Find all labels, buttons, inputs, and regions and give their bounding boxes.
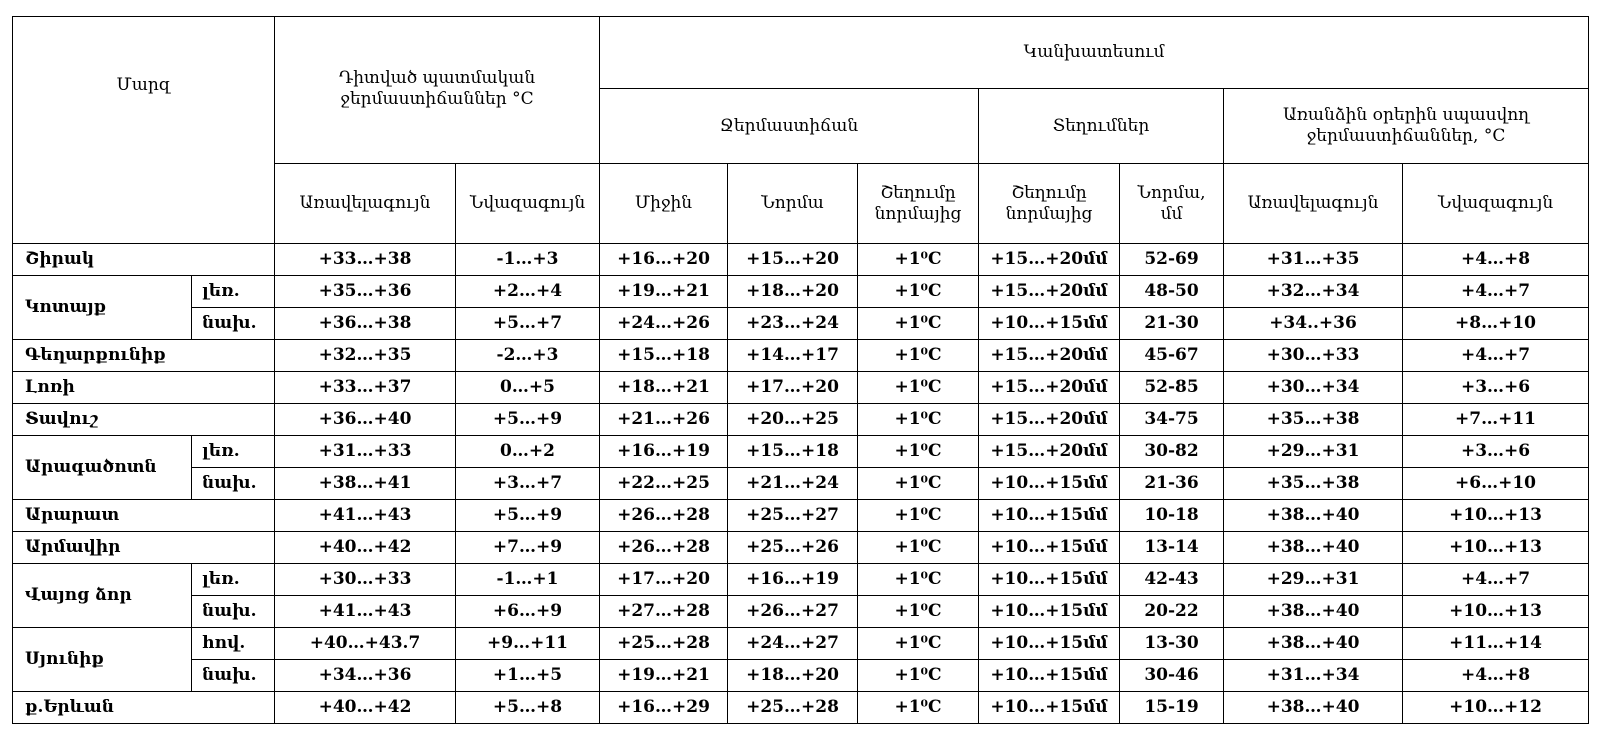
day-max-cell: +38…+40 <box>1224 500 1403 532</box>
day-max-cell: +31…+34 <box>1224 660 1403 692</box>
obs-max-cell: +41…+43 <box>275 500 456 532</box>
subregion-cell: լեռ. <box>192 276 275 308</box>
day-min-cell: +7…+11 <box>1403 404 1589 436</box>
obs-max-cell: +41…+43 <box>275 596 456 628</box>
obs-min-cell: +9…+11 <box>456 628 600 660</box>
prec-norm-cell: 13-30 <box>1120 628 1224 660</box>
norm-cell: +24…+27 <box>728 628 858 660</box>
day-max-cell: +35…+38 <box>1224 468 1403 500</box>
mean-cell: +27…+28 <box>600 596 728 628</box>
observed-max-header: Առավելագույն <box>275 164 456 244</box>
mean-cell: +19…+21 <box>600 660 728 692</box>
prec-dev-cell: +15…+20մմ <box>979 340 1120 372</box>
region-cell: Արագածոտն <box>13 436 192 500</box>
prec-dev-cell: +15…+20մմ <box>979 276 1120 308</box>
prec-deviation-header: Շեղումը նորմայից <box>979 164 1120 244</box>
table-row <box>13 532 1589 564</box>
subregion-cell: նախ. <box>192 468 275 500</box>
norm-cell: +25…+27 <box>728 500 858 532</box>
obs-min-cell: +5…+7 <box>456 308 600 340</box>
forecast-header: Կանխատեսում <box>600 17 1589 89</box>
day-min-cell: +4…+7 <box>1403 276 1589 308</box>
obs-min-cell: +5…+9 <box>456 500 600 532</box>
day-max-cell: +30…+34 <box>1224 372 1403 404</box>
table-row <box>13 276 1589 308</box>
prec-norm-cell: 30-82 <box>1120 436 1224 468</box>
obs-max-cell: +36…+40 <box>275 404 456 436</box>
prec-dev-cell: +10…+15մմ <box>979 532 1120 564</box>
dev-cell: +1⁰C <box>858 692 979 724</box>
day-min-header: Նվազագույն <box>1403 164 1589 244</box>
subregion-cell: հով. <box>192 628 275 660</box>
obs-min-cell: 0…+2 <box>456 436 600 468</box>
forecast-table <box>12 16 1589 724</box>
day-min-cell: +8…+10 <box>1403 308 1589 340</box>
obs-max-cell: +40…+43.7 <box>275 628 456 660</box>
norm-header: Նորմա <box>728 164 858 244</box>
precipitation-header: Տեղումներ <box>979 89 1224 164</box>
prec-dev-cell: +10…+15մմ <box>979 596 1120 628</box>
dev-cell: +1⁰C <box>858 500 979 532</box>
prec-dev-cell: +15…+20մմ <box>979 372 1120 404</box>
prec-norm-cell: 21-36 <box>1120 468 1224 500</box>
prec-norm-cell: 30-46 <box>1120 660 1224 692</box>
dev-cell: +1⁰C <box>858 276 979 308</box>
day-max-cell: +35…+38 <box>1224 404 1403 436</box>
norm-cell: +16…+19 <box>728 564 858 596</box>
norm-cell: +26…+27 <box>728 596 858 628</box>
day-max-cell: +38…+40 <box>1224 596 1403 628</box>
table-row <box>13 468 1589 500</box>
day-min-cell: +4…+7 <box>1403 340 1589 372</box>
prec-dev-cell: +10…+15մմ <box>979 468 1120 500</box>
mean-cell: +16…+20 <box>600 244 728 276</box>
obs-min-cell: +6…+9 <box>456 596 600 628</box>
dev-cell: +1⁰C <box>858 244 979 276</box>
norm-cell: +15…+20 <box>728 244 858 276</box>
obs-max-cell: +40…+42 <box>275 692 456 724</box>
prec-norm-cell: 52-69 <box>1120 244 1224 276</box>
region-cell: Սյունիք <box>13 628 192 692</box>
day-min-cell: +3…+6 <box>1403 436 1589 468</box>
norm-cell: +20…+25 <box>728 404 858 436</box>
prec-dev-cell: +10…+15մմ <box>979 564 1120 596</box>
norm-cell: +25…+28 <box>728 692 858 724</box>
region-header: Մարզ <box>13 17 275 244</box>
obs-min-cell: -2…+3 <box>456 340 600 372</box>
mean-cell: +26…+28 <box>600 500 728 532</box>
prec-dev-cell: +10…+15մմ <box>979 500 1120 532</box>
table-row <box>13 500 1589 532</box>
mean-cell: +21…+26 <box>600 404 728 436</box>
prec-norm-cell: 21-30 <box>1120 308 1224 340</box>
obs-max-cell: +32…+35 <box>275 340 456 372</box>
subregion-cell: լեռ. <box>192 436 275 468</box>
mean-header: Միջին <box>600 164 728 244</box>
prec-dev-cell: +10…+15մմ <box>979 660 1120 692</box>
table-row <box>13 628 1589 660</box>
day-max-cell: +31…+35 <box>1224 244 1403 276</box>
table-row <box>13 596 1589 628</box>
day-min-cell: +3…+6 <box>1403 372 1589 404</box>
day-max-cell: +29…+31 <box>1224 564 1403 596</box>
mean-cell: +16…+29 <box>600 692 728 724</box>
day-min-cell: +4…+8 <box>1403 244 1589 276</box>
prec-dev-cell: +15…+20մմ <box>979 436 1120 468</box>
prec-norm-header: Նորմա, մմ <box>1120 164 1224 244</box>
region-cell: Արարատ <box>13 500 275 532</box>
prec-norm-cell: 13-14 <box>1120 532 1224 564</box>
prec-norm-cell: 10-18 <box>1120 500 1224 532</box>
table-row <box>13 372 1589 404</box>
obs-min-cell: +2…+4 <box>456 276 600 308</box>
prec-norm-cell: 20-22 <box>1120 596 1224 628</box>
obs-max-cell: +36…+38 <box>275 308 456 340</box>
obs-max-cell: +33…+37 <box>275 372 456 404</box>
prec-dev-cell: +15…+20մմ <box>979 244 1120 276</box>
day-min-cell: +10…+13 <box>1403 596 1589 628</box>
day-min-cell: +6…+10 <box>1403 468 1589 500</box>
dev-cell: +1⁰C <box>858 404 979 436</box>
day-min-cell: +4…+7 <box>1403 564 1589 596</box>
day-max-header: Առավելագույն <box>1224 164 1403 244</box>
obs-min-cell: -1…+3 <box>456 244 600 276</box>
dev-cell: +1⁰C <box>858 340 979 372</box>
mean-cell: +22…+25 <box>600 468 728 500</box>
norm-cell: +18…+20 <box>728 276 858 308</box>
temp-deviation-header: Շեղումը նորմայից <box>858 164 979 244</box>
dev-cell: +1⁰C <box>858 436 979 468</box>
table-row <box>13 404 1589 436</box>
region-cell: Վայոց ձոր <box>13 564 192 628</box>
obs-min-cell: +5…+8 <box>456 692 600 724</box>
region-cell: Տավուշ <box>13 404 275 436</box>
obs-max-cell: +40…+42 <box>275 532 456 564</box>
prec-norm-cell: 42-43 <box>1120 564 1224 596</box>
day-max-cell: +29…+31 <box>1224 436 1403 468</box>
prec-norm-cell: 15-19 <box>1120 692 1224 724</box>
mean-cell: +18…+21 <box>600 372 728 404</box>
norm-cell: +23…+24 <box>728 308 858 340</box>
obs-min-cell: +7…+9 <box>456 532 600 564</box>
dev-cell: +1⁰C <box>858 532 979 564</box>
day-min-cell: +4…+8 <box>1403 660 1589 692</box>
norm-cell: +15…+18 <box>728 436 858 468</box>
dev-cell: +1⁰C <box>858 628 979 660</box>
mean-cell: +24…+26 <box>600 308 728 340</box>
mean-cell: +19…+21 <box>600 276 728 308</box>
observed-header: Դիտված պատմական ջերմաստիճաններ °C <box>275 17 600 164</box>
obs-min-cell: +3…+7 <box>456 468 600 500</box>
norm-cell: +18…+20 <box>728 660 858 692</box>
day-min-cell: +10…+12 <box>1403 692 1589 724</box>
mean-cell: +17…+20 <box>600 564 728 596</box>
obs-min-cell: -1…+1 <box>456 564 600 596</box>
obs-min-cell: +5…+9 <box>456 404 600 436</box>
subregion-cell: նախ. <box>192 596 275 628</box>
prec-norm-cell: 48-50 <box>1120 276 1224 308</box>
norm-cell: +14…+17 <box>728 340 858 372</box>
day-min-cell: +10…+13 <box>1403 500 1589 532</box>
subregion-cell: լեռ. <box>192 564 275 596</box>
dev-cell: +1⁰C <box>858 564 979 596</box>
mean-cell: +26…+28 <box>600 532 728 564</box>
region-cell: Արմավիր <box>13 532 275 564</box>
observed-min-header: Նվազագույն <box>456 164 600 244</box>
obs-max-cell: +35…+36 <box>275 276 456 308</box>
dev-cell: +1⁰C <box>858 308 979 340</box>
table-row <box>13 436 1589 468</box>
region-cell: Գեղարքունիք <box>13 340 275 372</box>
day-max-cell: +32…+34 <box>1224 276 1403 308</box>
obs-max-cell: +31…+33 <box>275 436 456 468</box>
dev-cell: +1⁰C <box>858 468 979 500</box>
obs-max-cell: +34…+36 <box>275 660 456 692</box>
obs-max-cell: +30…+33 <box>275 564 456 596</box>
subregion-cell: նախ. <box>192 308 275 340</box>
obs-min-cell: +1…+5 <box>456 660 600 692</box>
norm-cell: +25…+26 <box>728 532 858 564</box>
prec-dev-cell: +10…+15մմ <box>979 692 1120 724</box>
region-cell: Լոռի <box>13 372 275 404</box>
day-min-cell: +11…+14 <box>1403 628 1589 660</box>
prec-dev-cell: +15…+20մմ <box>979 404 1120 436</box>
region-cell: Կոտայք <box>13 276 192 340</box>
day-max-cell: +30…+33 <box>1224 340 1403 372</box>
table-row <box>13 308 1589 340</box>
region-cell: Շիրակ <box>13 244 275 276</box>
dev-cell: +1⁰C <box>858 372 979 404</box>
separate-days-header: Առանձին օրերին սպասվող ջերմաստիճաններ, °C <box>1224 89 1589 164</box>
table-row <box>13 692 1589 724</box>
region-cell: ք.Երևան <box>13 692 275 724</box>
prec-norm-cell: 45-67 <box>1120 340 1224 372</box>
norm-cell: +17…+20 <box>728 372 858 404</box>
table-row <box>13 244 1589 276</box>
dev-cell: +1⁰C <box>858 596 979 628</box>
table-row <box>13 660 1589 692</box>
prec-dev-cell: +10…+15մմ <box>979 308 1120 340</box>
mean-cell: +16…+19 <box>600 436 728 468</box>
norm-cell: +21…+24 <box>728 468 858 500</box>
mean-cell: +15…+18 <box>600 340 728 372</box>
table-row <box>13 340 1589 372</box>
prec-norm-cell: 52-85 <box>1120 372 1224 404</box>
obs-max-cell: +33…+38 <box>275 244 456 276</box>
day-min-cell: +10…+13 <box>1403 532 1589 564</box>
prec-norm-cell: 34-75 <box>1120 404 1224 436</box>
obs-min-cell: 0…+5 <box>456 372 600 404</box>
dev-cell: +1⁰C <box>858 660 979 692</box>
obs-max-cell: +38…+41 <box>275 468 456 500</box>
prec-dev-cell: +10…+15մմ <box>979 628 1120 660</box>
temperature-header: Ջերմաստիճան <box>600 89 979 164</box>
day-max-cell: +38…+40 <box>1224 532 1403 564</box>
day-max-cell: +38…+40 <box>1224 628 1403 660</box>
day-max-cell: +34..+36 <box>1224 308 1403 340</box>
subregion-cell: նախ. <box>192 660 275 692</box>
day-max-cell: +38…+40 <box>1224 692 1403 724</box>
table-row <box>13 564 1589 596</box>
mean-cell: +25…+28 <box>600 628 728 660</box>
